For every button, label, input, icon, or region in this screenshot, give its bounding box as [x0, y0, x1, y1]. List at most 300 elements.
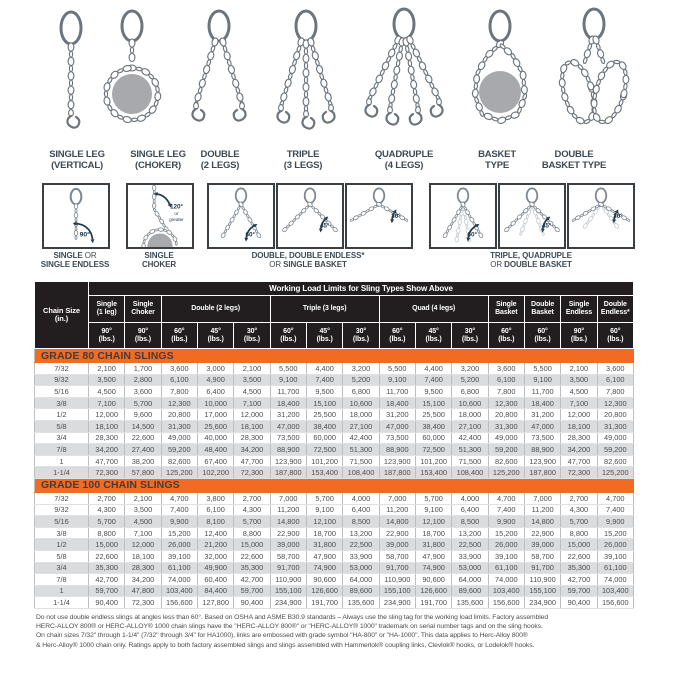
- load-value-cell: 3,600: [597, 363, 633, 375]
- load-value-cell: 125,200: [161, 467, 197, 479]
- load-value-cell: 2,700: [89, 492, 125, 504]
- load-value-cell: 1,700: [125, 363, 161, 375]
- load-value-cell: 3,500: [561, 374, 597, 386]
- angle-value: 60°: [283, 327, 294, 335]
- chain-size-header-line: Chain Size: [43, 306, 80, 316]
- load-value-cell: 22,600: [125, 432, 161, 444]
- load-value-cell: 51,300: [343, 444, 379, 456]
- column-group-header: [89, 296, 125, 323]
- load-value-cell: 82,600: [597, 455, 633, 467]
- column-group-label-line: Double (2 legs): [191, 305, 240, 313]
- load-value-cell: 18,700: [306, 527, 342, 539]
- load-value-cell: 39,000: [379, 539, 415, 551]
- column-group-label-line: Endless*: [600, 309, 630, 316]
- load-value-cell: 34,200: [561, 444, 597, 456]
- load-value-cell: 14,800: [524, 516, 560, 528]
- load-value-cell: 31,300: [597, 420, 633, 432]
- load-value-cell: 4,400: [306, 363, 342, 375]
- label-segment: SINGLE BASKET: [283, 260, 347, 269]
- load-value-cell: 42,400: [343, 432, 379, 444]
- load-value-cell: 74,000: [488, 574, 524, 586]
- load-value-cell: 8,500: [343, 516, 379, 528]
- load-value-cell: 88,900: [379, 444, 415, 456]
- load-value-cell: 4,300: [561, 504, 597, 516]
- load-value-cell: 59,700: [561, 585, 597, 597]
- load-value-cell: 15,200: [597, 527, 633, 539]
- load-value-cell: 5,500: [270, 363, 306, 375]
- load-value-cell: 110,900: [524, 574, 560, 586]
- load-value-cell: 27,100: [452, 420, 488, 432]
- table-row: [35, 516, 634, 528]
- load-value-cell: 34,200: [125, 574, 161, 586]
- load-value-cell: 9,100: [379, 374, 415, 386]
- chain-size-cell: 1/2: [35, 409, 89, 421]
- units-label: (lbs.): [352, 335, 370, 343]
- column-group-header: [488, 296, 524, 323]
- label-segment: DOUBLE, DOUBLE ENDLESS*: [251, 251, 365, 260]
- label-segment: OR: [490, 260, 505, 269]
- load-value-cell: 47,700: [561, 455, 597, 467]
- label-segment: SINGLE ENDLESS: [40, 260, 110, 269]
- load-value-cell: 88,900: [524, 444, 560, 456]
- figure-label-line: QUADRUPLE: [374, 149, 434, 160]
- load-value-cell: 40,000: [197, 432, 233, 444]
- units-label: (lbs.): [570, 335, 587, 343]
- load-value-cell: 34,200: [89, 444, 125, 456]
- svg-text:90°: 90°: [79, 231, 90, 239]
- load-value-cell: 13,200: [452, 527, 488, 539]
- load-value-cell: 35,300: [89, 562, 125, 574]
- load-value-cell: 60,400: [197, 574, 233, 586]
- load-value-cell: 3,000: [197, 363, 233, 375]
- load-value-cell: 7,100: [89, 397, 125, 409]
- load-value-cell: 31,200: [270, 409, 306, 421]
- load-value-cell: 47,000: [379, 420, 415, 432]
- load-value-cell: 26,000: [597, 539, 633, 551]
- load-value-cell: 7,000: [379, 492, 415, 504]
- svg-text:120°: 120°: [169, 203, 183, 211]
- load-value-cell: 33,900: [452, 550, 488, 562]
- load-value-cell: 60,000: [415, 432, 451, 444]
- load-value-cell: 155,100: [379, 585, 415, 597]
- load-value-cell: 31,800: [306, 539, 342, 551]
- load-value-cell: 90,400: [234, 597, 270, 609]
- load-value-cell: 126,600: [415, 585, 451, 597]
- load-value-cell: 12,300: [597, 397, 633, 409]
- angle-column-header: [234, 323, 270, 349]
- load-value-cell: 59,200: [597, 444, 633, 456]
- units-label: (lbs.): [134, 335, 152, 343]
- multi_leg-angle-diagram: [500, 185, 564, 247]
- angle-value: 60°: [392, 327, 403, 335]
- load-value-cell: 59,700: [234, 585, 270, 597]
- angle-value: 90°: [101, 327, 112, 335]
- chain-size-cell: 7/32: [35, 363, 89, 375]
- load-value-cell: 6,800: [452, 386, 488, 398]
- angle-column-header: [89, 323, 125, 349]
- angle-value: 60°: [610, 327, 621, 335]
- chain-size-cell: 7/32: [35, 492, 89, 504]
- load-value-cell: 4,700: [597, 492, 633, 504]
- multi_leg-angle-diagram: [569, 185, 633, 247]
- load-value-cell: 11,700: [524, 386, 560, 398]
- load-value-cell: 20,800: [161, 409, 197, 421]
- load-value-cell: 28,300: [125, 562, 161, 574]
- load-value-cell: 21,200: [197, 539, 233, 551]
- load-value-cell: 90,400: [89, 597, 125, 609]
- load-value-cell: 35,300: [561, 562, 597, 574]
- load-value-cell: 9,100: [415, 504, 451, 516]
- load-value-cell: 4,500: [234, 386, 270, 398]
- units-label: (lbs.): [280, 335, 297, 343]
- figure-label-line: (VERTICAL): [51, 159, 103, 171]
- load-value-cell: 4,000: [452, 492, 488, 504]
- angle-column-header: [343, 323, 379, 349]
- svg-text:45°: 45°: [541, 222, 552, 230]
- angle-column-header: [379, 323, 415, 349]
- angle-column-header: [415, 323, 451, 349]
- load-value-cell: 8,500: [452, 516, 488, 528]
- load-value-cell: 2,100: [234, 363, 270, 375]
- load-value-cell: 74,000: [161, 574, 197, 586]
- choker-sling-illustration: [82, 4, 182, 149]
- load-value-cell: 4,700: [488, 492, 524, 504]
- load-value-cell: 187,800: [379, 467, 415, 479]
- load-value-cell: 74,900: [306, 562, 342, 574]
- load-value-cell: 14,500: [125, 420, 161, 432]
- load-value-cell: 39,100: [488, 550, 524, 562]
- load-value-cell: 6,400: [452, 504, 488, 516]
- column-group-label-line: Double: [603, 301, 627, 309]
- figure-double: [169, 4, 269, 149]
- svg-text:60°: 60°: [245, 231, 255, 239]
- load-value-cell: 7,100: [234, 397, 270, 409]
- load-value-cell: 6,100: [161, 374, 197, 386]
- load-value-cell: 10,600: [452, 397, 488, 409]
- angle-column-header: [524, 323, 560, 349]
- load-value-cell: 3,800: [197, 492, 233, 504]
- load-value-cell: 49,000: [488, 432, 524, 444]
- table-row: [35, 527, 634, 539]
- load-value-cell: 14,800: [379, 516, 415, 528]
- figure-triple: [256, 4, 356, 149]
- load-value-cell: 7,800: [488, 386, 524, 398]
- load-value-cell: 90,400: [561, 597, 597, 609]
- label-segment: DOUBLE BASKET: [504, 260, 572, 269]
- load-value-cell: 3,500: [125, 504, 161, 516]
- load-value-cell: 11,200: [524, 504, 560, 516]
- load-value-cell: 84,400: [197, 585, 233, 597]
- load-value-cell: 15,200: [488, 527, 524, 539]
- load-value-cell: 12,300: [161, 397, 197, 409]
- load-value-cell: 47,900: [306, 550, 342, 562]
- load-value-cell: 9,100: [270, 374, 306, 386]
- load-value-cell: 49,000: [161, 432, 197, 444]
- load-value-cell: 26,000: [488, 539, 524, 551]
- chain-size-cell: 7/8: [35, 444, 89, 456]
- figure-label-line: TYPE: [484, 159, 509, 171]
- load-value-cell: 72,500: [415, 444, 451, 456]
- load-value-cell: 74,900: [415, 562, 451, 574]
- angle-group-label-line: [223, 260, 393, 269]
- angle-group-label-line: [223, 251, 393, 260]
- units-label: (lbs.): [171, 335, 188, 343]
- svg-text:60°: 60°: [467, 231, 477, 239]
- column-group-label-line: (1 leg): [96, 309, 117, 316]
- load-value-cell: 110,900: [270, 574, 306, 586]
- column-group-label-line: Single: [568, 301, 590, 309]
- chain-size-header-line: (in.): [54, 314, 69, 323]
- load-value-cell: 9,500: [306, 386, 342, 398]
- chain-size-cell: 3/4: [35, 562, 89, 574]
- load-value-cell: 18,100: [125, 550, 161, 562]
- load-value-cell: 47,000: [524, 420, 560, 432]
- load-value-cell: 5,700: [89, 516, 125, 528]
- angle-group-label: [446, 251, 616, 269]
- units-label: (lbs.): [207, 335, 224, 343]
- load-value-cell: 61,100: [597, 562, 633, 574]
- angle-box-two_leg-30: [345, 183, 413, 249]
- load-value-cell: 7,400: [597, 504, 633, 516]
- load-value-cell: 22,600: [89, 550, 125, 562]
- units-label: (lbs.): [243, 335, 261, 343]
- footnote: [36, 613, 638, 650]
- load-value-cell: 25,500: [306, 409, 342, 421]
- load-value-cell: 101,200: [306, 455, 342, 467]
- load-value-cell: 7,400: [488, 504, 524, 516]
- angle-box-single-90: [42, 183, 110, 249]
- figure-choker: [82, 4, 182, 149]
- column-group-header: [524, 296, 560, 323]
- table-row: [35, 492, 634, 504]
- load-value-cell: 73,500: [270, 432, 306, 444]
- two_leg-angle-diagram: [347, 185, 411, 247]
- angle-column-header: [125, 323, 161, 349]
- load-value-cell: 31,200: [379, 409, 415, 421]
- angle-column-header: [488, 323, 524, 349]
- load-value-cell: 18,700: [415, 527, 451, 539]
- column-group-header: [561, 296, 597, 323]
- load-value-cell: 28,300: [561, 432, 597, 444]
- section-title: GRADE 100 CHAIN SLINGS: [35, 478, 634, 492]
- load-value-cell: 123,900: [379, 455, 415, 467]
- load-value-cell: 9,900: [488, 516, 524, 528]
- load-value-cell: 39,100: [597, 550, 633, 562]
- angle-value: 60°: [174, 327, 185, 335]
- load-value-cell: 71,500: [452, 455, 488, 467]
- angle-column-header: [452, 323, 488, 349]
- multi_leg-angle-diagram: [431, 185, 495, 247]
- figure-label-line: BASKET TYPE: [541, 159, 607, 171]
- angle-box-multi_leg-45: [498, 183, 566, 249]
- load-value-cell: 3,500: [234, 374, 270, 386]
- load-value-cell: 2,700: [561, 492, 597, 504]
- column-group-label-line: Single: [132, 301, 154, 309]
- load-value-cell: 58,700: [524, 550, 560, 562]
- table-row: [35, 444, 634, 456]
- chain-size-cell: 9/32: [35, 504, 89, 516]
- load-value-cell: 156,600: [597, 597, 633, 609]
- load-value-cell: 82,600: [488, 455, 524, 467]
- load-value-cell: 22,600: [561, 550, 597, 562]
- load-value-cell: 22,900: [379, 527, 415, 539]
- load-value-cell: 123,900: [524, 455, 560, 467]
- load-value-cell: 4,500: [125, 516, 161, 528]
- table-row: [35, 585, 634, 597]
- load-value-cell: 9,100: [306, 504, 342, 516]
- load-value-cell: 53,000: [452, 562, 488, 574]
- load-value-cell: 26,000: [161, 539, 197, 551]
- load-value-cell: 91,700: [524, 562, 560, 574]
- load-value-cell: 9,100: [524, 374, 560, 386]
- load-value-cell: 4,300: [89, 504, 125, 516]
- load-value-cell: 135,600: [452, 597, 488, 609]
- table-row: [35, 409, 634, 421]
- load-value-cell: 59,700: [89, 585, 125, 597]
- load-value-cell: 13,200: [343, 527, 379, 539]
- angle-value: 30°: [464, 327, 476, 335]
- chain-size-cell: 3/8: [35, 397, 89, 409]
- chain-size-cell: 1-1/4: [35, 597, 89, 609]
- load-value-cell: 61,100: [488, 562, 524, 574]
- load-value-cell: 108,400: [452, 467, 488, 479]
- angle-value: 45°: [319, 327, 330, 335]
- load-value-cell: 5,500: [524, 363, 560, 375]
- load-value-cell: 4,900: [197, 374, 233, 386]
- svg-text:greater: greater: [169, 216, 184, 222]
- choker-angle-diagram: [128, 185, 192, 247]
- double_basket-sling-illustration: [544, 4, 644, 149]
- angle-box-multi_leg-30: [567, 183, 635, 249]
- load-value-cell: 22,500: [343, 539, 379, 551]
- chain-size-cell: 5/16: [35, 516, 89, 528]
- load-value-cell: 8,100: [197, 516, 233, 528]
- load-value-cell: 9,600: [125, 409, 161, 421]
- load-value-cell: 47,000: [270, 420, 306, 432]
- angle-group-label-line: [446, 251, 616, 260]
- label-segment: TRIPLE, QUADRUPLE: [490, 251, 572, 260]
- load-value-cell: 42,400: [452, 432, 488, 444]
- load-value-cell: 234,900: [524, 597, 560, 609]
- footnote-line: & Herc-Alloy® 1000 chain only. Ratings apply to both factory assembled slings and slings assembled with Hammerlok® coupling links, Clevlok® hooks, or Lodelok® hooks.: [36, 641, 535, 649]
- load-value-cell: 72,300: [89, 467, 125, 479]
- load-value-cell: 125,200: [488, 467, 524, 479]
- load-value-cell: 6,100: [197, 504, 233, 516]
- units-label: (lbs.): [461, 335, 478, 343]
- load-value-cell: 49,900: [197, 562, 233, 574]
- units-label: (lbs.): [534, 335, 551, 343]
- load-value-cell: 7,400: [306, 374, 342, 386]
- load-value-cell: 7,000: [270, 492, 306, 504]
- load-value-cell: 4,300: [234, 504, 270, 516]
- load-value-cell: 48,400: [197, 444, 233, 456]
- load-value-cell: 12,000: [234, 409, 270, 421]
- load-value-cell: 7,100: [125, 527, 161, 539]
- load-value-cell: 39,000: [270, 539, 306, 551]
- load-value-cell: 156,600: [161, 597, 197, 609]
- chain-size-cell: 5/8: [35, 420, 89, 432]
- svg-text:or: or: [174, 211, 179, 217]
- angle-value: 45°: [428, 327, 439, 335]
- load-value-cell: 101,200: [415, 455, 451, 467]
- table-row: [35, 432, 634, 444]
- load-value-cell: 5,700: [234, 516, 270, 528]
- table-row: [35, 386, 634, 398]
- load-value-cell: 15,100: [306, 397, 342, 409]
- column-group-header: [270, 296, 379, 323]
- column-group-label-line: Quad (4 legs): [412, 305, 456, 313]
- load-value-cell: 25,600: [197, 420, 233, 432]
- load-value-cell: 49,000: [597, 432, 633, 444]
- footnote-line: Do not use double endless slings at angles less than 60°. Based on OSHA and ASME B30.9 standards – Always use the sling tag for the working load limits. Factory assembled: [36, 614, 549, 621]
- load-value-cell: 4,500: [561, 386, 597, 398]
- load-value-cell: 73,500: [524, 432, 560, 444]
- load-value-cell: 103,400: [161, 585, 197, 597]
- load-value-cell: 88,900: [270, 444, 306, 456]
- load-value-cell: 125,200: [597, 467, 633, 479]
- load-value-cell: 27,400: [125, 444, 161, 456]
- section-header-row: [35, 349, 634, 363]
- load-value-cell: 33,900: [343, 550, 379, 562]
- label-segment: OR: [82, 251, 97, 260]
- load-value-cell: 22,500: [452, 539, 488, 551]
- load-value-cell: 91,700: [270, 562, 306, 574]
- load-value-cell: 22,900: [524, 527, 560, 539]
- load-value-cell: 7,000: [524, 492, 560, 504]
- load-value-cell: 6,100: [488, 374, 524, 386]
- chain-size-cell: 1: [35, 585, 89, 597]
- table-row: [35, 374, 634, 386]
- load-value-cell: 20,800: [597, 409, 633, 421]
- load-value-cell: 42,700: [89, 574, 125, 586]
- column-group-label-line: Single: [96, 301, 117, 309]
- load-value-cell: 51,300: [452, 444, 488, 456]
- svg-text:30°: 30°: [613, 212, 623, 220]
- figure-label-line: TRIPLE: [286, 149, 320, 160]
- load-value-cell: 2,100: [125, 492, 161, 504]
- load-value-cell: 12,000: [125, 539, 161, 551]
- load-value-cell: 31,300: [161, 420, 197, 432]
- load-value-cell: 8,800: [234, 527, 270, 539]
- units-label: (lbs.): [316, 335, 333, 343]
- angle-column-header: [306, 323, 342, 349]
- load-value-cell: 7,100: [561, 397, 597, 409]
- load-value-cell: 90,600: [415, 574, 451, 586]
- chain-size-cell: 9/32: [35, 374, 89, 386]
- load-value-cell: 4,400: [415, 363, 451, 375]
- angle-box-two_leg-45: [276, 183, 344, 249]
- load-value-cell: 27,100: [343, 420, 379, 432]
- load-value-cell: 72,500: [306, 444, 342, 456]
- load-value-cell: 5,700: [125, 397, 161, 409]
- load-value-cell: 18,400: [524, 397, 560, 409]
- load-value-cell: 11,700: [379, 386, 415, 398]
- chain-size-header: [35, 282, 89, 349]
- load-value-cell: 5,700: [415, 492, 451, 504]
- load-value-cell: 7,400: [415, 374, 451, 386]
- angle-box-choker-120: [126, 183, 194, 249]
- load-value-cell: 15,000: [89, 539, 125, 551]
- units-label: (lbs.): [389, 335, 406, 343]
- load-value-cell: 103,400: [597, 585, 633, 597]
- load-value-cell: 4,500: [89, 386, 125, 398]
- load-value-cell: 25,500: [415, 409, 451, 421]
- load-value-cell: 12,300: [488, 397, 524, 409]
- load-value-cell: 153,400: [415, 467, 451, 479]
- single-angle-diagram: [44, 185, 108, 247]
- angle-column-header: [197, 323, 233, 349]
- load-value-cell: 12,100: [306, 516, 342, 528]
